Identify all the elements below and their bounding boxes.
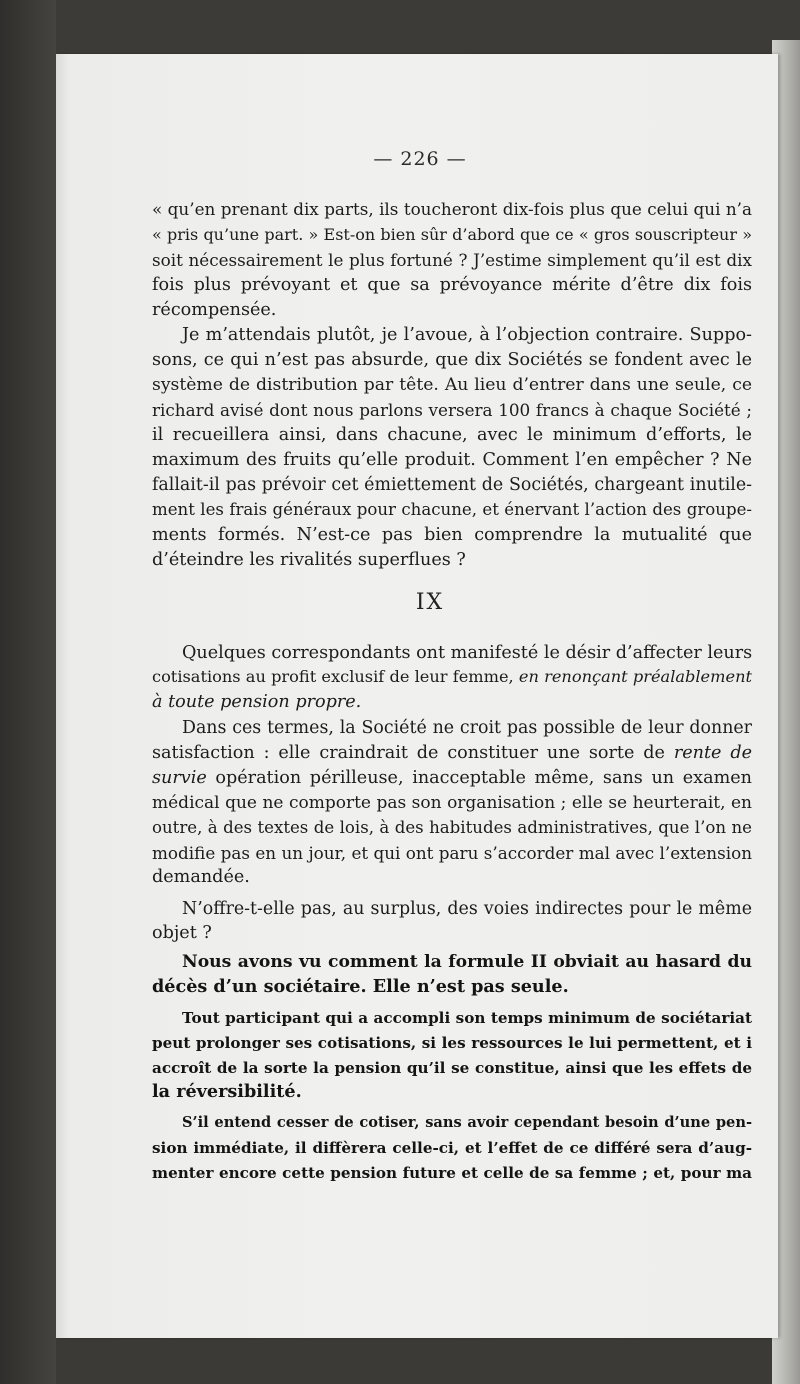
text-line: il recueillera ainsi, dans chacune, avec le minimum d’efforts, le	[152, 425, 752, 445]
text-line: système de distribution par tête. Au lieu d’entrer dans une seule, ce	[152, 375, 752, 395]
italic-text: survie	[152, 768, 207, 788]
text-span: satisfaction : elle craindrait de constituer une sorte de	[152, 743, 665, 763]
text-line: Tout participant qui a accompli son temps minimum de sociétariat	[182, 1009, 752, 1027]
text-line-with-italic	[152, 766, 752, 790]
text-line: médical que ne comporte pas son organisation ; elle se heurterait, en	[152, 793, 752, 813]
section-heading: IX	[415, 590, 445, 615]
text-line: la réversibilité.	[152, 1081, 302, 1102]
page-number: — 226 —	[373, 148, 467, 170]
text-line: fallait-il pas prévoir cet émiettement de Sociétés, chargeant inutile-	[152, 475, 752, 495]
text-line: récompensée.	[152, 300, 277, 320]
text-line: soit nécessairement le plus fortuné ? J’estime simplement qu’il est dix	[152, 250, 752, 270]
text-line: « pris qu’une part. » Est-on bien sûr d’abord que ce « gros souscripteur »	[152, 225, 752, 244]
text-line: modifie pas en un jour, et qui ont paru s’accorder mal avec l’extension	[152, 843, 752, 863]
scan-background-top	[0, 0, 800, 52]
text-line: sons, ce qui n’est pas absurde, que dix Sociétés se fondent avec le	[152, 350, 752, 370]
text-line-with-italic	[152, 665, 752, 689]
text-line: S’il entend cesser de cotiser, sans avoir cependant besoin d’une pen-	[182, 1114, 752, 1131]
text-line: « qu’en prenant dix parts, ils toucheront dix-fois plus que celui qui n’a	[152, 199, 752, 219]
text-span: cotisations au profit exclusif de leur femme,	[152, 667, 514, 686]
text-line-with-italic	[152, 741, 752, 765]
italic-text: à toute pension propre.	[152, 692, 362, 712]
text-line: peut prolonger ses cotisations, si les ressources le lui permettent, et i	[152, 1034, 752, 1052]
text-line: fois plus prévoyant et que sa prévoyance mérite d’être dix fois	[152, 275, 752, 295]
italic-text: en renonçant préalablement	[518, 667, 752, 686]
text-line: Quelques correspondants ont manifesté le désir d’affecter leurs	[182, 643, 753, 663]
text-span: opération périlleuse, inacceptable même, sans un examen	[215, 768, 752, 788]
text-line: accroît de la sorte la pension qu’il se constitue, ainsi que les effets de	[152, 1059, 752, 1077]
text-line: ment les frais généraux pour chacune, et énervant l’action des groupe-	[152, 500, 752, 519]
text-line: menter encore cette pension future et celle de sa femme ; et, pour ma	[152, 1164, 752, 1182]
text-line: objet ?	[152, 923, 212, 943]
text-line	[152, 690, 752, 714]
italic-text: rente de	[673, 743, 752, 763]
text-line: Dans ces termes, la Société ne croit pas possible de leur donner	[182, 718, 752, 738]
text-line: décès d’un sociétaire. Elle n’est pas seule.	[152, 976, 569, 997]
text-line: N’offre-t-elle pas, au surplus, des voies indirectes pour le même	[182, 899, 752, 919]
text-line: sion immédiate, il diffèrera celle-ci, et l’effet de ce différé sera d’aug-	[152, 1139, 752, 1157]
text-line: outre, à des textes de lois, à des habitudes administratives, que l’on ne	[152, 818, 752, 837]
text-line: d’éteindre les rivalités superflues ?	[152, 550, 466, 570]
text-line: Nous avons vu comment la formule II obviait au hasard du	[182, 952, 752, 972]
scan-background-left	[0, 0, 56, 1384]
text-line: maximum des fruits qu’elle produit. Comment l’en empêcher ? Ne	[152, 450, 752, 470]
text-line: Je m’attendais plutôt, je l’avoue, à l’objection contraire. Suppo-	[182, 325, 752, 345]
text-line: ments formés. N’est-ce pas bien comprendre la mutualité que	[152, 525, 752, 545]
text-line: richard avisé dont nous parlons versera 100 francs à chaque Société ;	[152, 400, 752, 420]
text-line: demandée.	[152, 867, 250, 887]
